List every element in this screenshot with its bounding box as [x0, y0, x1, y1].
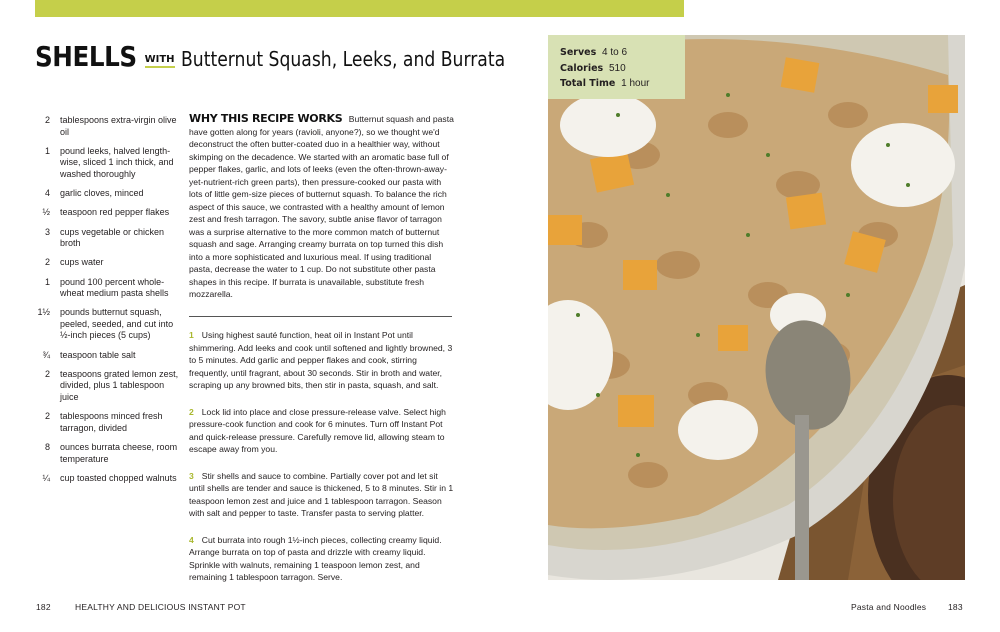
ingredient-item	[32, 257, 182, 269]
ingredient-item	[32, 350, 182, 362]
title-connector: WITH	[145, 54, 175, 68]
ingredient-item	[32, 277, 182, 300]
step-item	[189, 406, 454, 456]
ingredient-item	[32, 115, 182, 138]
ingredient-list	[32, 115, 182, 492]
recipe-photo	[548, 35, 965, 580]
ingredient-qty: 2	[44, 411, 50, 422]
calories-row	[560, 61, 685, 77]
method-steps	[189, 329, 454, 598]
ingredient-text: pound 100 percent whole-wheat medium pasta shells	[60, 276, 169, 299]
step-item	[189, 534, 454, 584]
right-page-number: 183	[948, 602, 963, 612]
calories-label: Calories	[560, 62, 604, 74]
ingredient-qty: 2	[44, 115, 50, 125]
ingredient-text: pound leeks, halved length-wise, sliced 1 inch thick, and washed thoroughly	[60, 145, 174, 179]
ingredient-qty: 2	[44, 368, 50, 379]
ingredient-text: cups vegetable or chicken broth	[60, 226, 165, 249]
ingredient-item	[32, 146, 182, 181]
ingredient-text: cup toasted chopped walnuts	[60, 472, 177, 483]
why-body: Butternut squash and pasta have gotten along for years (ravioli, anyone?), so we thought we'd deconstruct the often butter-coated duo in a healthier way, without skimping on the decadence. We started with an aromatic base full of pepper flakes, garlic, and lots of leeks (even the often-thrown-away-yet-nutrient-rich green parts), then pressure-cooked our pasta with lots of little gem-size pieces of butternut squash. To balance the rich aspect of this sauce, we contrasted with a healthy amount of lemon zest and fresh tarragon. The savory, subtle anise flavor of tarragon was a surprise alternative to the more common match of butternut squash and sage. Arranging creamy burrata on top turned this dish into a more sophisticated and luxurious meal. If using traditional pasta, decrease the water to 1 cup. Do not substitute other pasta shapes in this recipe. If burrata is unavailable, substitute fresh mozzarella.	[189, 114, 454, 299]
ingredient-qty: 4	[44, 188, 50, 199]
ingredient-qty: 8	[44, 442, 50, 452]
total-time-row	[560, 76, 685, 92]
step-item	[189, 470, 454, 520]
ingredient-text: teaspoon table salt	[60, 349, 136, 360]
ingredient-text: tablespoons minced fresh tarragon, divided	[60, 411, 163, 433]
left-running-title: HEALTHY AND DELICIOUS INSTANT POT	[75, 602, 246, 612]
accent-bar	[35, 0, 684, 17]
ingredient-qty: ¾	[42, 349, 50, 360]
step-number: 4	[189, 534, 194, 545]
recipe-title	[35, 40, 557, 73]
ingredient-qty: 3	[44, 226, 50, 237]
ingredient-text: cups water	[60, 257, 104, 268]
right-running-title: Pasta and Noodles	[851, 602, 927, 612]
ingredient-item	[32, 411, 182, 434]
serves-value: 4 to 6	[602, 47, 628, 58]
title-subtitle: Butternut Squash, Leeks, and Burrata	[180, 47, 505, 71]
ingredient-item	[32, 227, 182, 250]
ingredient-item	[32, 442, 182, 465]
serves-label: Serves	[560, 47, 597, 58]
ingredient-text: pounds butternut squash, peeled, seeded, and cut into ½-inch pieces (5 cups)	[60, 307, 174, 341]
step-text: Cut burrata into rough 1½-inch pieces, collecting creamy liquid. Arrange burrata on top of pasta and drizzle with creamy liquid. Sprinkle with walnuts, remaining 1 teaspoon lemon zest, and remaining 1 tablespoon tarragon. Serve.	[189, 534, 442, 582]
recipe-facts-box	[548, 35, 685, 99]
step-number: 1	[189, 330, 194, 340]
why-this-recipe-works	[189, 113, 454, 301]
ingredient-text: garlic cloves, minced	[60, 188, 144, 199]
calories-value: 510	[609, 62, 626, 74]
step-item	[189, 329, 454, 392]
total-time-value: 1 hour	[621, 78, 650, 89]
step-text: Using highest sauté function, heat oil in Instant Pot until shimmering. Add leeks and cook until softened and lightly browned, 3 to 5 minutes. Add garlic and pepper flakes and cook, stirring frequently, until fragrant, about 30 seconds. Stir in broth and water, scraping up any browned bits, then stir in pasta, squash, and salt.	[189, 330, 453, 390]
ingredient-item	[32, 307, 182, 342]
total-time-label: Total Time	[560, 78, 616, 89]
ingredient-item	[32, 369, 182, 404]
ingredient-qty: ¼	[42, 472, 50, 483]
ingredient-qty: 2	[44, 257, 50, 268]
step-text: Lock lid into place and close pressure-release valve. Select high pressure-cook function and cook for 6 minutes. Turn off Instant Pot and quick-release pressure. Carefully remove lid, allowing steam to escape away from you.	[189, 406, 446, 454]
ingredient-qty: ½	[42, 207, 50, 218]
ingredient-qty: 1½	[37, 307, 50, 318]
ingredient-text: tablespoons extra-virgin olive oil	[60, 115, 177, 137]
ingredient-text: teaspoon red pepper flakes	[60, 207, 170, 218]
ingredient-item	[32, 188, 182, 200]
ingredient-qty: 1	[44, 276, 50, 287]
step-number: 3	[189, 470, 194, 481]
ingredient-qty: 1	[44, 145, 50, 156]
ingredient-text: teaspoons grated lemon zest, divided, plus 1 tablespoon juice	[60, 368, 179, 403]
title-main: SHELLS	[35, 40, 137, 73]
step-number: 2	[189, 406, 194, 417]
why-heading: WHY THIS RECIPE WORKS	[189, 112, 343, 125]
ingredient-item	[32, 473, 182, 485]
section-divider	[189, 316, 452, 317]
step-text: Stir shells and sauce to combine. Partially cover pot and let sit until shells are tender and sauce is thickened, 5 to 8 minutes. Stir in 1 teaspoon lemon zest and juice and 1 tablespoon tarragon. Season with salt and pepper to taste. Transfer pasta to serving platter.	[189, 470, 454, 518]
ingredient-text: ounces burrata cheese, room temperature	[60, 442, 178, 464]
ingredient-item	[32, 207, 182, 219]
left-page-number: 182	[36, 602, 51, 612]
serves-row	[560, 45, 685, 61]
